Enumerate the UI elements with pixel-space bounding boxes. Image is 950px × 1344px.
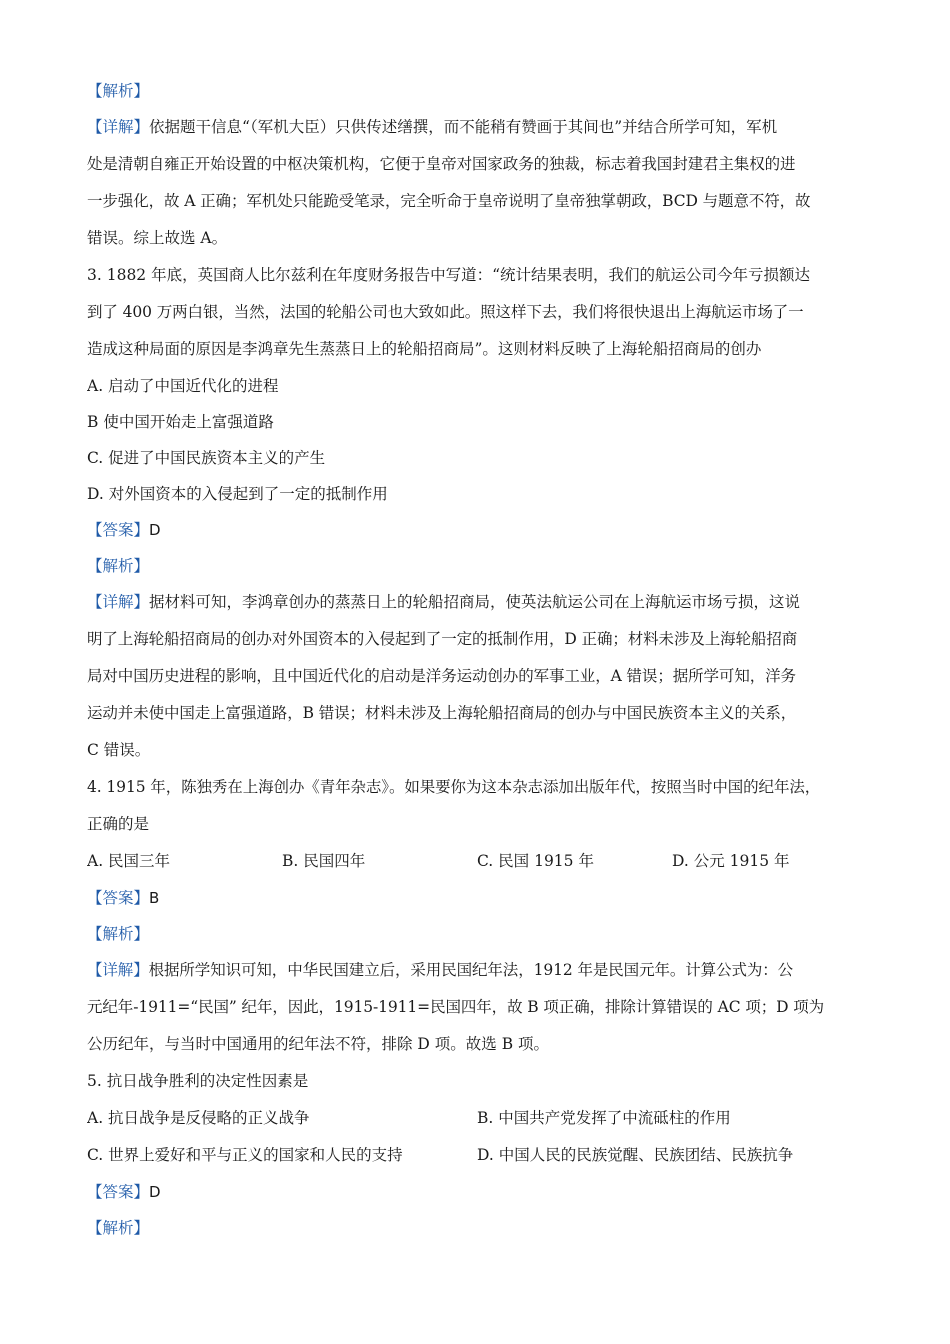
question-5-options-row-1 [87, 1100, 872, 1137]
question-3-stem-2: 到了 400 万两白银，当然，法国的轮船公司也大致如此。照这样下去，我们将很快退出上海航运市场了一 [87, 303, 804, 321]
detail-text: 依据题干信息“（军机大臣）只供传述缮撰，而不能稍有赞画于其间也”并结合所学可知，军机 [149, 118, 778, 136]
answer-label: 【答案】 [87, 889, 150, 907]
question-3-option-a: A. 启动了中国近代化的进程 [87, 377, 279, 395]
question-5-option-c: C. 世界上爱好和平与正义的国家和人民的支持 [87, 1146, 403, 1164]
analysis-label: 【解析】 [87, 557, 150, 575]
detail-line-q2-4: 错误。综上故选 A。 [87, 229, 228, 247]
answer-value: B [149, 889, 160, 907]
detail-line-q4-3: 公历纪年，与当时中国通用的纪年法不符，排除 D 项。故选 B 项。 [87, 1035, 550, 1053]
detail-line-q2-2: 处是清朝自雍正开始设置的中枢决策机构，它便于皇帝对国家政务的独裁，标志着我国封建君主集权的进 [87, 155, 796, 173]
question-4-options [87, 843, 872, 880]
question-4-option-b: B. 民国四年 [282, 852, 366, 870]
detail-line-q2-3: 一步强化，故 A 正确；军机处只能跪受笔录，完全听命于皇帝说明了皇帝独掌朝政，BCD 与题意不符，故 [87, 192, 811, 210]
analysis-label: 【解析】 [87, 1219, 150, 1237]
analysis-heading-q4 [87, 916, 872, 952]
detail-line-q4-2: 元纪年-1911=“民国” 纪年，因此，1915-1911=民国四年，故 B 项正确，排除计算错误的 AC 项；D 项为 [87, 998, 825, 1016]
detail-line-q3-5: C 错误。 [87, 741, 151, 759]
detail-line-q3-3: 局对中国历史进程的影响，且中国近代化的启动是洋务运动创办的军事工业，A 错误；据所学可知，洋务 [87, 667, 796, 685]
analysis-heading-q3 [87, 548, 872, 584]
question-5-option-a: A. 抗日战争是反侵略的正义战争 [87, 1109, 310, 1127]
answer-row-q3 [87, 512, 872, 548]
detail-label: 【详解】 [87, 118, 150, 136]
question-4-stem-1: 4. 1915 年，陈独秀在上海创办《青年杂志》。如果要你为这本杂志添加出版年代，按照当时中国的纪年法， [87, 778, 821, 796]
answer-label: 【答案】 [87, 521, 150, 539]
analysis-label: 【解析】 [87, 925, 150, 943]
question-5-options-row-2 [87, 1137, 872, 1174]
analysis-heading-q2 [87, 73, 872, 109]
question-5-option-b: B. 中国共产党发挥了中流砥柱的作用 [477, 1109, 731, 1127]
document-content [87, 73, 872, 1246]
question-3-stem-3: 造成这种局面的原因是李鸿章先生蒸蒸日上的轮船招商局”。这则材料反映了上海轮船招商局的创办 [87, 340, 762, 358]
detail-text: 根据所学知识可知，中华民国建立后，采用民国纪年法，1912 年是民国元年。计算公式为：公 [148, 961, 794, 979]
question-3-stem-1: 3. 1882 年底，英国商人比尔兹利在年度财务报告中写道：“统计结果表明，我们的航运公司今年亏损额达 [87, 266, 811, 284]
question-3-option-b: B 使中国开始走上富强道路 [87, 413, 274, 431]
question-5-option-d: D. 中国人民的民族觉醒、民族团结、民族抗争 [477, 1146, 794, 1164]
detail-line-q4-1 [87, 952, 872, 989]
detail-line-q3-4: 运动并未使中国走上富强道路，B 错误；材料未涉及上海轮船招商局的创办与中国民族资本主义的关系， [87, 704, 797, 722]
answer-label: 【答案】 [87, 1183, 150, 1201]
analysis-heading-q5 [87, 1210, 872, 1246]
analysis-label: 【解析】 [87, 82, 150, 100]
detail-line-q3-1 [87, 584, 872, 621]
detail-line-q2-1 [87, 109, 872, 146]
question-4-stem-2: 正确的是 [87, 815, 150, 833]
question-4-option-a: A. 民国三年 [87, 852, 171, 870]
detail-label: 【详解】 [87, 593, 150, 611]
detail-line-q3-2: 明了上海轮船招商局的创办对外国资本的入侵起到了一定的抵制作用，D 正确；材料未涉及上海轮船招商 [87, 630, 798, 648]
question-3-option-d: D. 对外国资本的入侵起到了一定的抵制作用 [87, 485, 388, 503]
question-5-stem: 5. 抗日战争胜利的决定性因素是 [87, 1072, 309, 1090]
detail-label: 【详解】 [87, 961, 149, 979]
question-4-option-c: C. 民国 1915 年 [477, 852, 594, 870]
detail-text: 据材料可知，李鸿章创办的蒸蒸日上的轮船招商局，使英法航运公司在上海航运市场亏损，这说 [149, 593, 801, 611]
answer-value: D [149, 1183, 161, 1201]
answer-value: D [149, 521, 161, 539]
question-4-option-d: D. 公元 1915 年 [672, 852, 790, 870]
question-3-option-c: C. 促进了中国民族资本主义的产生 [87, 449, 326, 467]
answer-row-q5 [87, 1174, 872, 1210]
answer-row-q4 [87, 880, 872, 916]
